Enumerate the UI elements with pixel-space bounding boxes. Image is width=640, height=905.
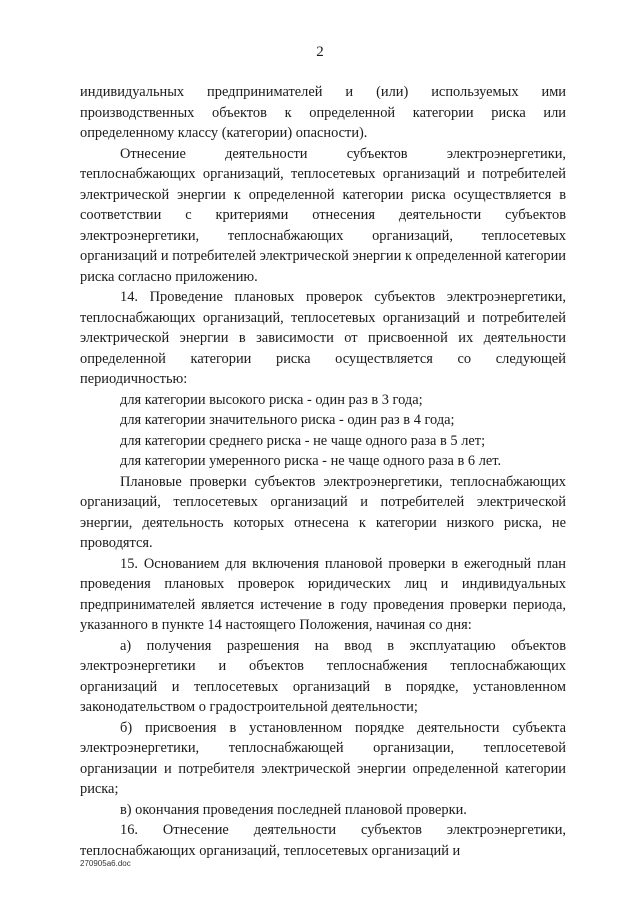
footer-filename: 270905a6.doc xyxy=(80,859,131,868)
subitem-a: а) получения разрешения на ввод в эксплуатацию объектов электроэнергетики и объектов теплоснабжения теплоснабжающих организаций и теплосетевых организаций в порядке, установленном законодательством о градостроительной деятельности; xyxy=(80,637,566,715)
subitem-v: в) окончания проведения последней плановой проверки. xyxy=(120,801,467,818)
page-number: 2 xyxy=(316,44,324,60)
paragraph-risk-assignment: Отнесение деятельности субъектов электроэнергетики, теплоснабжающих организаций, теплосетевых организаций и потребителей электрической энергии к определенной категории риска осуществляется в соответствии с критериями отнесения деятельности субъектов электроэнергетики, теплоснабжающих организаций, теплосетевых организаций и потребителей электрической энергии к определенной категории риска согласно приложению. xyxy=(80,145,566,285)
list-item-high-risk: для категории высокого риска - один раз в 3 года; xyxy=(120,391,423,408)
paragraph-continuation: индивидуальных предпринимателей и (или) используемых ими производственных объектов к определенной категории риска или определенному классу (категории) опасности). xyxy=(80,84,566,141)
list-item-moderate-risk: для категории умеренного риска - не чаще одного раза в 6 лет. xyxy=(120,453,502,469)
paragraph-low-risk: Плановые проверки субъектов электроэнергетики, теплоснабжающих организаций, теплосетевых организаций и потребителей электрической энергии, деятельность которых отнесена к категории низкого риска, не проводятся. xyxy=(80,473,566,551)
paragraph-item-16: 16. Отнесение деятельности субъектов электроэнергетики, теплоснабжающих организаций, теплосетевых организаций и xyxy=(80,822,566,859)
subitem-b: б) присвоения в установленном порядке деятельности субъекта электроэнергетики, теплоснабжающей организации, теплосетевой организации и потребителя электрической энергии определенной категории риска; xyxy=(80,719,566,797)
list-item-medium-risk: для категории среднего риска - не чаще одного раза в 5 лет; xyxy=(120,432,486,449)
paragraph-item-14: 14. Проведение плановых проверок субъектов электроэнергетики, теплоснабжающих организаций, теплосетевых организаций и потребителей электрической энергии в зависимости от присвоенной их деятельности определенной категории риска осуществляется со следующей периодичностью: xyxy=(80,289,566,387)
list-item-significant-risk: для категории значительного риска - один раз в 4 года; xyxy=(120,412,455,428)
document-body xyxy=(80,82,566,861)
paragraph-item-15: 15. Основанием для включения плановой проверки в ежегодный план проведения плановых проверок юридических лиц и индивидуальных предпринимателей является истечение в году проведения проверки периода, указанного в пункте 14 настоящего Положения, начиная со дня: xyxy=(80,555,566,633)
